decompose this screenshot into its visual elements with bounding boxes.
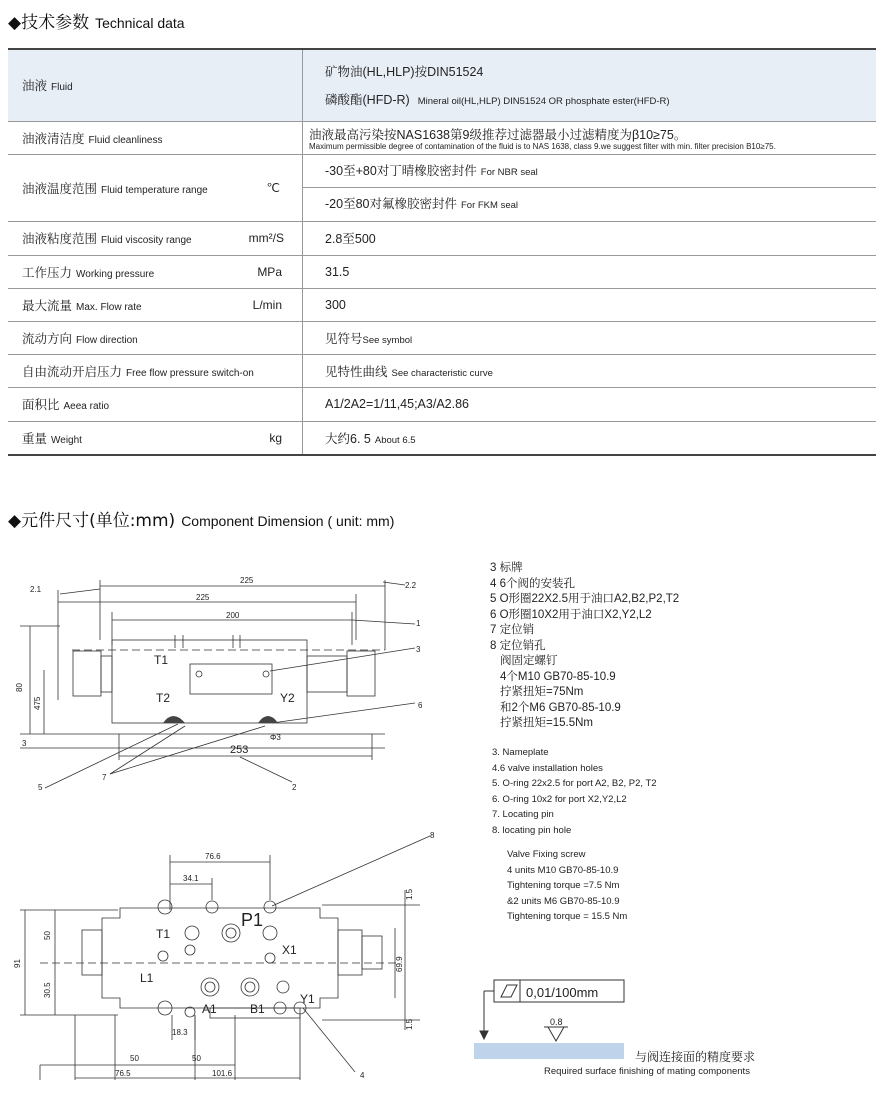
- svg-text:B1: B1: [250, 1002, 265, 1016]
- row-cleanliness: 油液清洁度 Fluid cleanliness 油液最高污染按NAS1638第9级推荐过滤器最小过滤精度为β10≥75。 Maximum permissible degree of contamination of the fluid is to NAS 1638, class 9.we suggest filter with min. filter precision B10≥75.: [8, 121, 876, 154]
- row-viscosity: 油液粘度范围 Fluid viscosity range mm²/S 2.8至500: [8, 221, 876, 255]
- svg-text:50: 50: [192, 1054, 201, 1063]
- svg-text:3: 3: [22, 739, 27, 748]
- row-direction: 流动方向 Flow direction 见符号See symbol: [8, 321, 876, 354]
- svg-text:50: 50: [43, 931, 52, 940]
- svg-text:34.1: 34.1: [183, 874, 199, 883]
- svg-text:Φ3: Φ3: [270, 733, 281, 742]
- svg-text:253: 253: [230, 744, 249, 756]
- top-view-drawing: [0, 830, 460, 1090]
- row-temperature: 油液温度范围 Fluid temperature range ℃ -30至+80对丁晴橡胶密封件 For NBR seal -20至80对氟橡胶密封件 For FKM seal: [8, 154, 876, 221]
- svg-text:T2: T2: [156, 691, 171, 705]
- svg-text:7: 7: [102, 773, 107, 782]
- svg-text:T1: T1: [156, 927, 171, 941]
- svg-text:91: 91: [13, 959, 22, 968]
- dimension-title: ◆元件尺寸(单位:mm) Component Dimension ( unit: mm): [8, 511, 395, 531]
- svg-text:69.9: 69.9: [395, 956, 404, 972]
- svg-text:1.5: 1.5: [405, 1018, 414, 1030]
- svg-text:3: 3: [416, 645, 421, 654]
- side-view-drawing: [0, 560, 460, 800]
- svg-text:475: 475: [33, 696, 42, 710]
- svg-text:Y1: Y1: [300, 992, 315, 1006]
- svg-text:L1: L1: [140, 971, 154, 985]
- svg-text:101.6: 101.6: [212, 1069, 233, 1078]
- svg-text:A1: A1: [202, 1002, 217, 1016]
- svg-text:30.5: 30.5: [43, 982, 52, 998]
- row-freeflow: 自由流动开启压力 Free flow pressure switch-on 见特性曲线 See characteristic curve: [8, 354, 876, 387]
- row-weight: 重量 Weight kg 大约6. 5 About 6.5: [8, 421, 876, 455]
- svg-text:18.3: 18.3: [172, 1028, 188, 1037]
- svg-text:225: 225: [240, 576, 254, 585]
- svg-text:5: 5: [38, 783, 43, 792]
- svg-text:2.2: 2.2: [405, 581, 417, 590]
- row-area: 面积比 Aeea ratio A1/2A2=1/11,45;A3/A2.86: [8, 387, 876, 421]
- tolerance-label-cn: 与阀连接面的精度要求: [635, 1050, 756, 1064]
- row-pressure: 工作压力 Working pressure MPa 31.5: [8, 255, 876, 288]
- row-fluid: 油液 Fluid 矿物油(HL,HLP)按DIN51524 磷酸酯(HFD-R) Mineral oil(HL,HLP) DIN51524 OR phosphate ester(HFD-R): [8, 49, 876, 121]
- svg-text:1: 1: [416, 619, 421, 628]
- svg-text:T1: T1: [154, 653, 169, 667]
- svg-text:1.5: 1.5: [405, 888, 414, 900]
- notes-en: 3. Nameplate 4.6 valve installation holes 5. O-ring 22x2.5 for port A2, B2, P2, T2 6. O-ring 10x2 for port X2,Y2,L2 7. Locating pin 8. locating pin hole: [492, 747, 657, 836]
- svg-text:225: 225: [196, 593, 210, 602]
- tolerance-label-en: Required surface finishing of mating components: [544, 1066, 750, 1077]
- notes-cn: 3 标牌 4 6个阀的安装孔 5 O形圈22X2.5用于油口A2,B2,P2,T2 6 O形圈10X2用于油口X2,Y2,L2 7 定位销 8 定位销孔 阀固定螺钉 4个M10 GB70-85-10.9 拧紧扭矩=75Nm 和2个M6 GB70-85-10.9 拧紧扭矩=15.5Nm: [490, 562, 680, 729]
- tech-data-title: ◆技术参数 Technical data: [8, 13, 185, 33]
- svg-text:2.1: 2.1: [30, 585, 42, 594]
- svg-text:200: 200: [226, 611, 240, 620]
- svg-text:4: 4: [360, 1071, 365, 1080]
- svg-text:76.5: 76.5: [115, 1069, 131, 1078]
- svg-text:0,01/100mm: 0,01/100mm: [526, 985, 599, 1000]
- svg-text:2: 2: [292, 783, 297, 792]
- svg-text:Y2: Y2: [280, 691, 295, 705]
- svg-text:0.8: 0.8: [550, 1017, 563, 1027]
- svg-text:80: 80: [15, 683, 24, 692]
- svg-text:76.6: 76.6: [205, 852, 221, 861]
- row-flow: 最大流量 Max. Flow rate L/min 300: [8, 288, 876, 321]
- notes-en-screws: Valve Fixing screw 4 units M10 GB70-85-10.9 Tightening torque =7.5 Nm &2 units M6 GB70-85-10.9 Tightening torque = 15.5 Nm: [507, 849, 628, 922]
- svg-text:X1: X1: [282, 943, 297, 957]
- svg-text:6: 6: [418, 701, 423, 710]
- svg-text:50: 50: [130, 1054, 139, 1063]
- svg-text:8: 8: [430, 831, 435, 840]
- tech-data-table: [8, 48, 876, 456]
- svg-text:P1: P1: [241, 910, 264, 930]
